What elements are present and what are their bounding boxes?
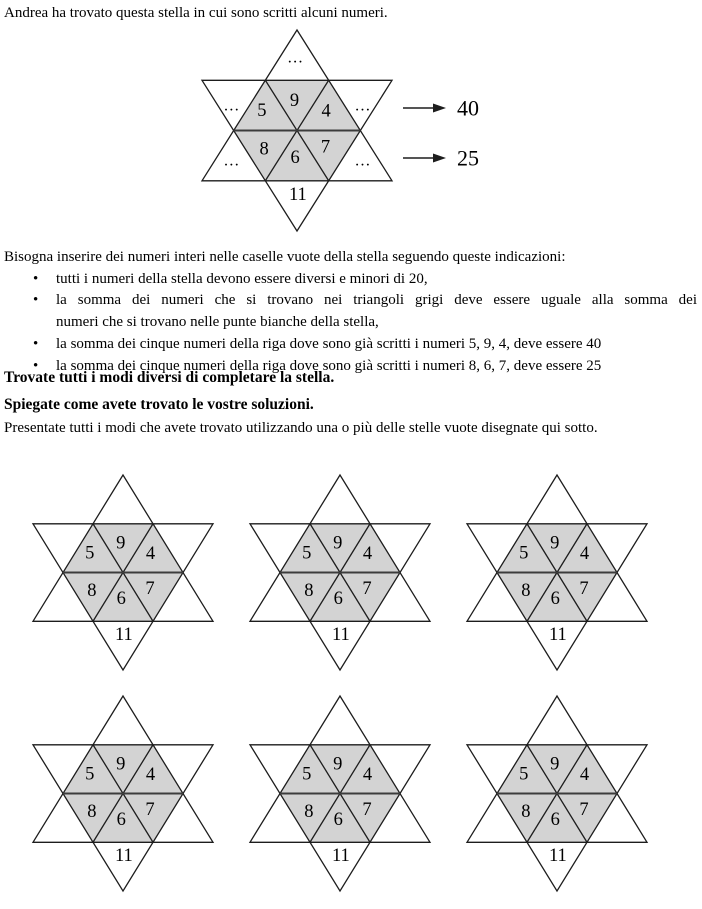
main-star [202,30,392,231]
grey-cell-top-right-value: 4 [362,765,373,785]
grey-cell-top-middle-value: 9 [116,533,126,554]
point-value-bottom: 11 [548,624,567,645]
point-value-bottom: 11 [548,845,567,866]
answer-star-6 [467,696,647,891]
instruction-line: • la somma dei cinque numeri della riga dove sono già scritti i numeri 8, 6, 7, deve essere 25 [56,357,602,374]
grey-cell-top-middle-value: 9 [116,754,126,775]
grey-cell-bottom-left-value: 8 [87,802,97,822]
row-sum-value: 25 [457,145,479,171]
grey-cell-top-right-value: 4 [145,544,156,564]
grey-cell-bottom-right-value: 7 [362,579,372,600]
grey-cell-bottom-right-value: 7 [145,579,155,600]
grey-cell-bottom-middle-value: 6 [116,589,126,610]
row-sum-value: 40 [457,95,479,121]
grey-cell-top-left-value: 5 [519,543,529,564]
grey-cell-bottom-right-value: 7 [362,800,372,821]
grey-cell-bottom-middle-value: 6 [550,589,560,610]
grey-cell-top-right-value: 4 [579,765,590,785]
row-sum-arrow-2 [403,146,479,171]
arrow-head-icon [433,154,446,163]
grey-cell-top-middle-value: 9 [333,754,343,775]
grey-cell-top-left-value: 5 [85,764,95,785]
empty-point-dots-lower-right: … [354,152,371,170]
grey-cell-top-left-value: 5 [302,543,312,564]
intro-text: Andrea ha trovato questa stella in cui sono scritti alcuni numeri. [4,5,388,21]
answer-star-4 [33,696,213,891]
grey-cell-bottom-middle-value: 6 [333,810,343,831]
grey-cell-top-middle-value: 9 [333,533,343,554]
row-sum-arrow-1 [403,96,479,121]
point-value-bottom: 11 [331,845,350,866]
grey-cell-top-left-value: 5 [302,764,312,785]
answer-star-2 [250,475,430,670]
instruction-line: • la somma dei cinque numeri della riga dove sono già scritti i numeri 5, 9, 4, deve essere 40 [56,335,602,352]
grey-cell-bottom-left-value: 8 [304,581,314,601]
grey-cell-bottom-left-value: 8 [304,802,314,822]
empty-point-dots-top: … [287,49,304,67]
empty-point-dots-upper-right: … [354,97,371,115]
point-value-bottom: 11 [288,184,307,205]
answer-star-5 [250,696,430,891]
grey-cell-bottom-left-value: 8 [259,139,269,160]
instruction-line: numeri che si trovano nelle punte bianche della stella, [56,314,379,331]
grey-cell-top-middle-value: 9 [289,90,300,111]
task-explain-solutions: Spiegate come avete trovato le vostre soluzioni. [4,396,314,413]
grey-cell-bottom-right-value: 7 [579,579,589,600]
instruction-line: • la somma dei numeri che si trovano nei triangoli grigi deve essere uguale alla somma dei [56,292,697,309]
answer-star-1 [33,475,213,670]
grey-cell-top-left-value: 5 [85,543,95,564]
grey-cell-bottom-right-value: 7 [320,137,331,158]
grey-cell-top-right-value: 4 [362,544,373,564]
point-value-bottom: 11 [114,845,133,866]
grey-cell-bottom-middle-value: 6 [550,810,560,831]
grey-cell-top-left-value: 5 [519,764,529,785]
arrow-head-icon [433,104,446,113]
instruction-line: • tutti i numeri della stella devono essere diversi e minori di 20, [56,270,428,287]
empty-point-dots-upper-left: … [223,97,240,115]
grey-cell-bottom-middle-value: 6 [333,589,343,610]
grey-cell-top-left-value: 5 [257,100,267,121]
task-complete-star: Trovate tutti i modi diversi di completare la stella. [4,369,335,386]
grey-cell-bottom-left-value: 8 [521,802,531,822]
answer-star-3 [467,475,647,670]
grey-cell-top-middle-value: 9 [550,754,560,775]
grey-cell-bottom-right-value: 7 [579,800,589,821]
point-value-bottom: 11 [114,624,133,645]
point-value-bottom: 11 [331,624,350,645]
empty-point-dots-lower-left: … [223,152,240,170]
grey-cell-bottom-middle-value: 6 [116,810,126,831]
presentation-note: Presentate tutti i modi che avete trovato utilizzando una o più delle stelle vuote disegnate qui sotto. [4,420,598,436]
grey-cell-bottom-right-value: 7 [145,800,155,821]
grey-cell-bottom-left-value: 8 [521,581,531,601]
grey-cell-bottom-middle-value: 6 [290,148,300,168]
instructions-heading: Bisogna inserire dei numeri interi nelle caselle vuote della stella seguendo queste indicazioni: [4,249,566,265]
grey-cell-top-right-value: 4 [579,544,590,564]
grey-cell-top-right-value: 4 [145,765,156,785]
grey-cell-top-middle-value: 9 [550,533,560,554]
grey-cell-bottom-left-value: 8 [87,581,97,601]
grey-cell-top-right-value: 4 [321,101,331,122]
